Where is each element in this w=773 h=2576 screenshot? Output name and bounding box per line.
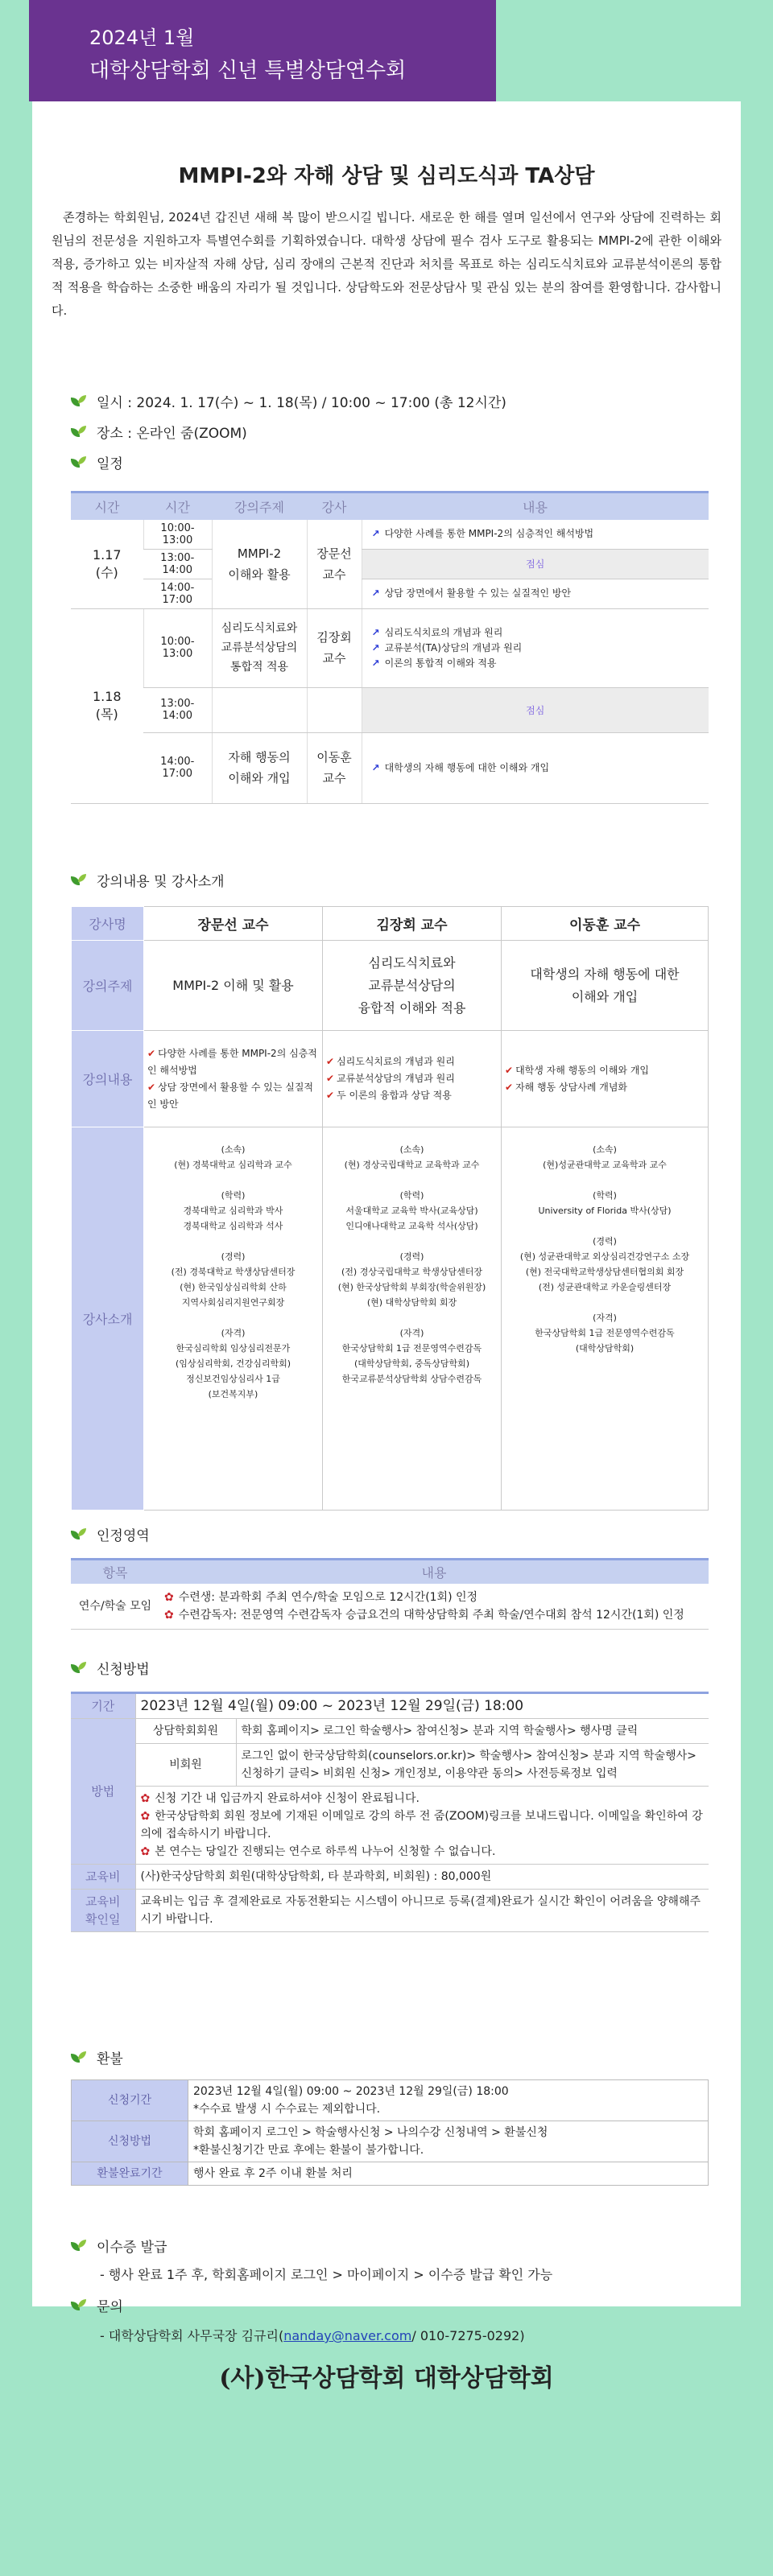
lunch-break: 점심 <box>362 687 709 732</box>
time-cell: 13:00-14:00 <box>143 687 212 732</box>
lecturer-name: 김장회 교수 <box>323 907 502 941</box>
flower-icon: ✿ <box>140 1810 151 1823</box>
lecture-heading-text: 강의내용 및 강사소개 <box>97 874 225 890</box>
content-cell <box>362 608 709 687</box>
leaf-icon <box>71 1528 89 1541</box>
lecture-content <box>502 1031 709 1127</box>
flower-icon: ✿ <box>164 1590 174 1604</box>
lecture-topic: 대학생의 자해 행동에 대한 이해와 개입 <box>502 941 709 1031</box>
arrow-icon: ↗ <box>371 528 380 539</box>
content-cell <box>362 520 709 550</box>
refund-table <box>71 2079 709 2186</box>
arrow-icon: ↗ <box>371 657 380 669</box>
row-header: 교육비 확인일 <box>71 1890 135 1932</box>
topic-cell: 심리도식치료와 교류분석상담의 통합적 적용 <box>212 608 307 687</box>
row-header: 신청방법 <box>72 2121 188 2162</box>
time-cell: 14:00-17:00 <box>143 579 212 608</box>
place-line <box>71 422 247 442</box>
empty-cell <box>307 687 362 732</box>
check-icon: ✔ <box>505 1064 514 1076</box>
col-header: 항목 <box>71 1560 159 1584</box>
arrow-icon: ↗ <box>371 587 380 599</box>
content-cell <box>362 579 709 608</box>
flower-icon: ✿ <box>140 1792 151 1805</box>
lecture-heading <box>71 870 225 890</box>
time-cell: 13:00-14:00 <box>143 549 212 579</box>
apply-heading-text: 신청방법 <box>97 1662 150 1678</box>
leaf-icon <box>71 2299 89 2312</box>
cert-text: 수련생: 분과학회 주최 연수/학술 모임으로 12시간(1회) 인정 <box>178 1590 478 1604</box>
note-text: 본 연수는 당일간 진행되는 연수로 하루씩 나누어 신청할 수 없습니다. <box>155 1845 496 1858</box>
check-icon: ✔ <box>505 1081 514 1093</box>
arrow-icon: ↗ <box>371 641 380 653</box>
place-text: 장소 : 온라인 줌(ZOOM) <box>97 426 247 442</box>
refund-method <box>188 2121 709 2162</box>
cert-heading <box>71 1524 150 1544</box>
content-text: 이론의 통합적 이해와 적용 <box>384 657 497 669</box>
refund-text: *수수료 발생 시 수수료는 제외합니다. <box>193 2103 381 2116</box>
lecture-topic: MMPI-2 이해 및 활용 <box>144 941 323 1031</box>
lecturer-table <box>71 906 709 1511</box>
note-text: 신청 기간 내 입금까지 완료하셔야 신청이 완료됩니다. <box>155 1792 420 1805</box>
nonmember-label: 비회원 <box>135 1744 236 1787</box>
lecture-topic: 심리도식치료와 교류분석상담의 융합적 이해와 적용 <box>323 941 502 1031</box>
apply-heading <box>71 1658 150 1678</box>
day-cell: 1.18 (목) <box>71 608 143 803</box>
check-icon: ✔ <box>326 1090 335 1101</box>
apply-table <box>71 1692 709 1932</box>
banner-date: 2024년 1월 <box>89 27 195 49</box>
schedule-heading-text: 일정 <box>97 456 123 472</box>
date-text: 일시 : 2024. 1. 17(수) ~ 1. 18(목) / 10:00 ~ 17:00 (총 12시간) <box>97 395 506 411</box>
leaf-icon <box>71 2051 89 2064</box>
flower-icon: ✿ <box>164 1608 174 1622</box>
leaf-icon <box>71 426 89 439</box>
content-text: 상담 장면에서 활용할 수 있는 실질적인 방안 <box>384 587 572 599</box>
refund-heading <box>71 2047 123 2067</box>
row-header: 강의내용 <box>72 1031 144 1127</box>
footer-organization: (사)한국상담학회 대학상담학회 <box>219 2364 554 2393</box>
content-text: 심리도식치료의 개념과 원리 <box>337 1056 455 1067</box>
cert-table <box>71 1558 709 1630</box>
row-header: 방법 <box>71 1719 135 1865</box>
content-text: 교류분석(TA)상담의 개념과 원리 <box>384 641 523 653</box>
arrow-icon: ↗ <box>371 626 380 638</box>
instructor-cell: 장문선 교수 <box>307 520 362 609</box>
apply-period: 2023년 12월 4일(월) 09:00 ~ 2023년 12월 29일(금) 18:00 <box>135 1693 709 1719</box>
contact-email-link[interactable]: nanday@naver.com <box>283 2328 412 2343</box>
member-method: 학회 홈페이지> 로그인 학술행사> 참여신청> 분과 지역 학술행사> 행사명 클릭 <box>236 1719 709 1744</box>
leaf-icon <box>71 456 89 469</box>
contact-prefix: - 대학상담학회 사무국장 김규리( <box>100 2328 284 2343</box>
lecture-content <box>144 1031 323 1127</box>
apply-confirm: 교육비는 입금 후 결제완료로 자동전환되는 시스템이 아니므로 등록(결제)완료가 실시간 확인이 어려움을 양해해주시기 바랍니다. <box>135 1890 709 1932</box>
content-text: 대학생 자해 행동의 이해와 개입 <box>515 1064 650 1076</box>
lunch-break: 점심 <box>362 549 709 579</box>
col-header: 내용 <box>362 493 709 520</box>
content-text: 교류분석상담의 개념과 원리 <box>337 1073 455 1084</box>
content-text: 심리도식치료의 개념과 원리 <box>384 626 503 638</box>
arrow-icon: ↗ <box>371 761 380 773</box>
content-card <box>32 101 741 2343</box>
leaf-icon <box>71 2240 89 2252</box>
content-cell <box>362 732 709 803</box>
lecturer-bio: (소속) (현)성균관대학교 교육학과 교수 (학력) University of Florida 박사(상담) (경력) (현) 성균관대학교 외상심리건강연구소 소장 (현) 전국대학교학생상담센터협의회 회장 (전) 성균관대학교 카운슬링센터장 (자격) 한국상담학회 1급 전문영역수련감독 (대학상담학회) <box>502 1127 709 1511</box>
content-text: 다양한 사례를 통한 MMPI-2의 심층적인 해석방법 <box>147 1047 317 1076</box>
cert-item: 연수/학술 모임 <box>71 1584 159 1630</box>
refund-text: 2023년 12월 4일(월) 09:00 ~ 2023년 12월 29일(금) 18:00 <box>193 2085 509 2098</box>
refund-text: 학회 홈페이지 로그인 > 학술행사신청 > 나의수강 신청내역 > 환불신청 <box>193 2126 548 2139</box>
row-header: 환불완료기간 <box>72 2162 188 2186</box>
certificate-text: - 행사 완료 1주 후, 학회홈페이지 로그인 > 마이페이지 > 이수증 발급 확인 가능 <box>100 2267 553 2282</box>
lecturer-bio: (소속) (현) 경북대학교 심리학과 교수 (학력) 경북대학교 심리학과 박사 경북대학교 심리학과 석사 (경력) (전) 경북대학교 학생상담센터장 (현) 한국임상심리학회 산하 지역사회심리지원연구회장 (자격) 한국심리학회 임상심리전문가 (임상심리학회, 건강심리학회) 정신보건임상심리사 1급 (보건복지부) <box>144 1127 323 1511</box>
row-header: 강사명 <box>72 907 144 941</box>
row-header: 강의주제 <box>72 941 144 1031</box>
col-header: 강사 <box>307 493 362 520</box>
row-header: 교육비 <box>71 1865 135 1890</box>
member-label: 상담학회회원 <box>135 1719 236 1744</box>
time-cell: 10:00-13:00 <box>143 608 212 687</box>
note-text: 한국상담학회 회원 정보에 기재된 이메일로 강의 하루 전 줌(ZOOM)링크를 보내드립니다. 이메일을 확인하여 강의에 접속하시기 바랍니다. <box>140 1810 703 1840</box>
banner-title: 대학상담학회 신년 특별상담연수회 <box>89 59 407 83</box>
topic-cell: MMPI-2 이해와 활용 <box>212 520 307 609</box>
check-icon: ✔ <box>147 1081 156 1093</box>
instructor-cell: 이동훈 교수 <box>307 732 362 803</box>
event-banner <box>29 0 496 101</box>
apply-fee: (사)한국상담학회 회원(대학상담학회, 타 분과학회, 비회원) : 80,000원 <box>135 1865 709 1890</box>
col-header: 강의주제 <box>212 493 307 520</box>
intro-paragraph: 존경하는 학회원님, 2024년 갑진년 새해 복 많이 받으시길 빕니다. 새로운 한 해를 열며 일선에서 연구와 상담에 진력하는 회원님의 전문성을 지원하고자 특별연수회를 기획하였습니다. 대학생 상담에 필수 검사 도구로 활용되는 MMPI-2에 관한 이해와 적용, 증가하고 있는 비자살적 자해 상담, 심리 장애의 근본적 진단과 처치를 목표로 하는 심리도식치료와 교류분석이론의 통합적 적용을 학습하는 소중한 배움의 자리가 될 것입니다. 상담학도와 전문상담사 및 관심 있는 분의 참여를 환영합니다. 감사합니다. <box>52 210 721 318</box>
instructor-cell: 김장회 교수 <box>307 608 362 687</box>
content-text: 다양한 사례를 통한 MMPI-2의 심층적인 해석방법 <box>384 528 594 539</box>
content-text: 대학생의 자해 행동에 대한 이해와 개입 <box>384 761 550 773</box>
contact-heading-text: 문의 <box>97 2299 123 2315</box>
time-cell: 14:00-17:00 <box>143 732 212 803</box>
refund-period <box>188 2080 709 2121</box>
lecturer-bio: (소속) (현) 경상국립대학교 교육학과 교수 (학력) 서울대학교 교육학 박사(교육상담) 인디애나대학교 교육학 석사(상담) (경력) (전) 경상국립대학교 학생상담센터장 (현) 한국상담학회 부회장(학술위원장) (현) 대학상담학회 회장 (자격) 한국상담학회 1급 전문영역수련감독 (대학상담학회, 중독상담학회) 한국교류분석상담학회 상담수련감독 <box>323 1127 502 1511</box>
refund-complete: 행사 완료 후 2주 이내 환불 처리 <box>188 2162 709 2186</box>
apply-notes <box>135 1787 709 1865</box>
content-text: 두 이론의 융합과 상담 적용 <box>337 1090 452 1101</box>
col-header: 시간 <box>71 493 143 520</box>
content-text: 상담 장면에서 활용할 수 있는 실질적인 방안 <box>147 1081 314 1110</box>
lecturer-name: 장문선 교수 <box>144 907 323 941</box>
page-title: MMPI-2와 자해 상담 및 심리도식과 TA상담 <box>178 164 595 188</box>
nonmember-method: 로그인 없이 한국상담학회(counselors.or.kr)> 학술행사> 참여신청> 분과 지역 학술행사> 신청하기 클릭> 비회원 신청> 개인정보, 이용약관 동의> 사전등록정보 입력 <box>236 1744 709 1787</box>
leaf-icon <box>71 395 89 408</box>
check-icon: ✔ <box>326 1073 335 1084</box>
cert-text: 수련감독자: 전문영역 수련감독자 승급요건의 대학상담학회 주최 학술/연수대회 참석 12시간(1회) 인정 <box>178 1608 684 1622</box>
leaf-icon <box>71 874 89 887</box>
cert-content <box>159 1584 709 1630</box>
refund-heading-text: 환불 <box>97 2051 123 2067</box>
schedule-table <box>71 491 709 804</box>
day-cell: 1.17 (수) <box>71 520 143 609</box>
contact-heading <box>71 2295 123 2315</box>
col-header: 내용 <box>159 1560 709 1584</box>
certificate-heading-text: 이수증 발급 <box>97 2240 167 2256</box>
contact-suffix: / 010-7275-0292) <box>411 2328 525 2343</box>
check-icon: ✔ <box>147 1047 156 1059</box>
certificate-heading <box>71 2236 167 2256</box>
content-text: 자해 행동 상담사례 개념화 <box>515 1081 628 1093</box>
check-icon: ✔ <box>326 1056 335 1067</box>
lecture-content <box>323 1031 502 1127</box>
row-header: 강사소개 <box>72 1127 144 1511</box>
row-header: 기간 <box>71 1693 135 1719</box>
flower-icon: ✿ <box>140 1845 151 1858</box>
cert-heading-text: 인정영역 <box>97 1528 150 1544</box>
empty-cell <box>212 687 307 732</box>
row-header: 신청기간 <box>72 2080 188 2121</box>
col-header: 시간 <box>143 493 212 520</box>
date-line <box>71 391 506 411</box>
leaf-icon <box>71 1662 89 1675</box>
lecturer-name: 이동훈 교수 <box>502 907 709 941</box>
refund-text: *환불신청기간 만료 후에는 환불이 불가합니다. <box>193 2144 424 2157</box>
time-cell: 10:00-13:00 <box>143 520 212 550</box>
schedule-heading <box>71 452 123 472</box>
topic-cell: 자해 행동의 이해와 개입 <box>212 732 307 803</box>
contact-line <box>100 2326 525 2344</box>
